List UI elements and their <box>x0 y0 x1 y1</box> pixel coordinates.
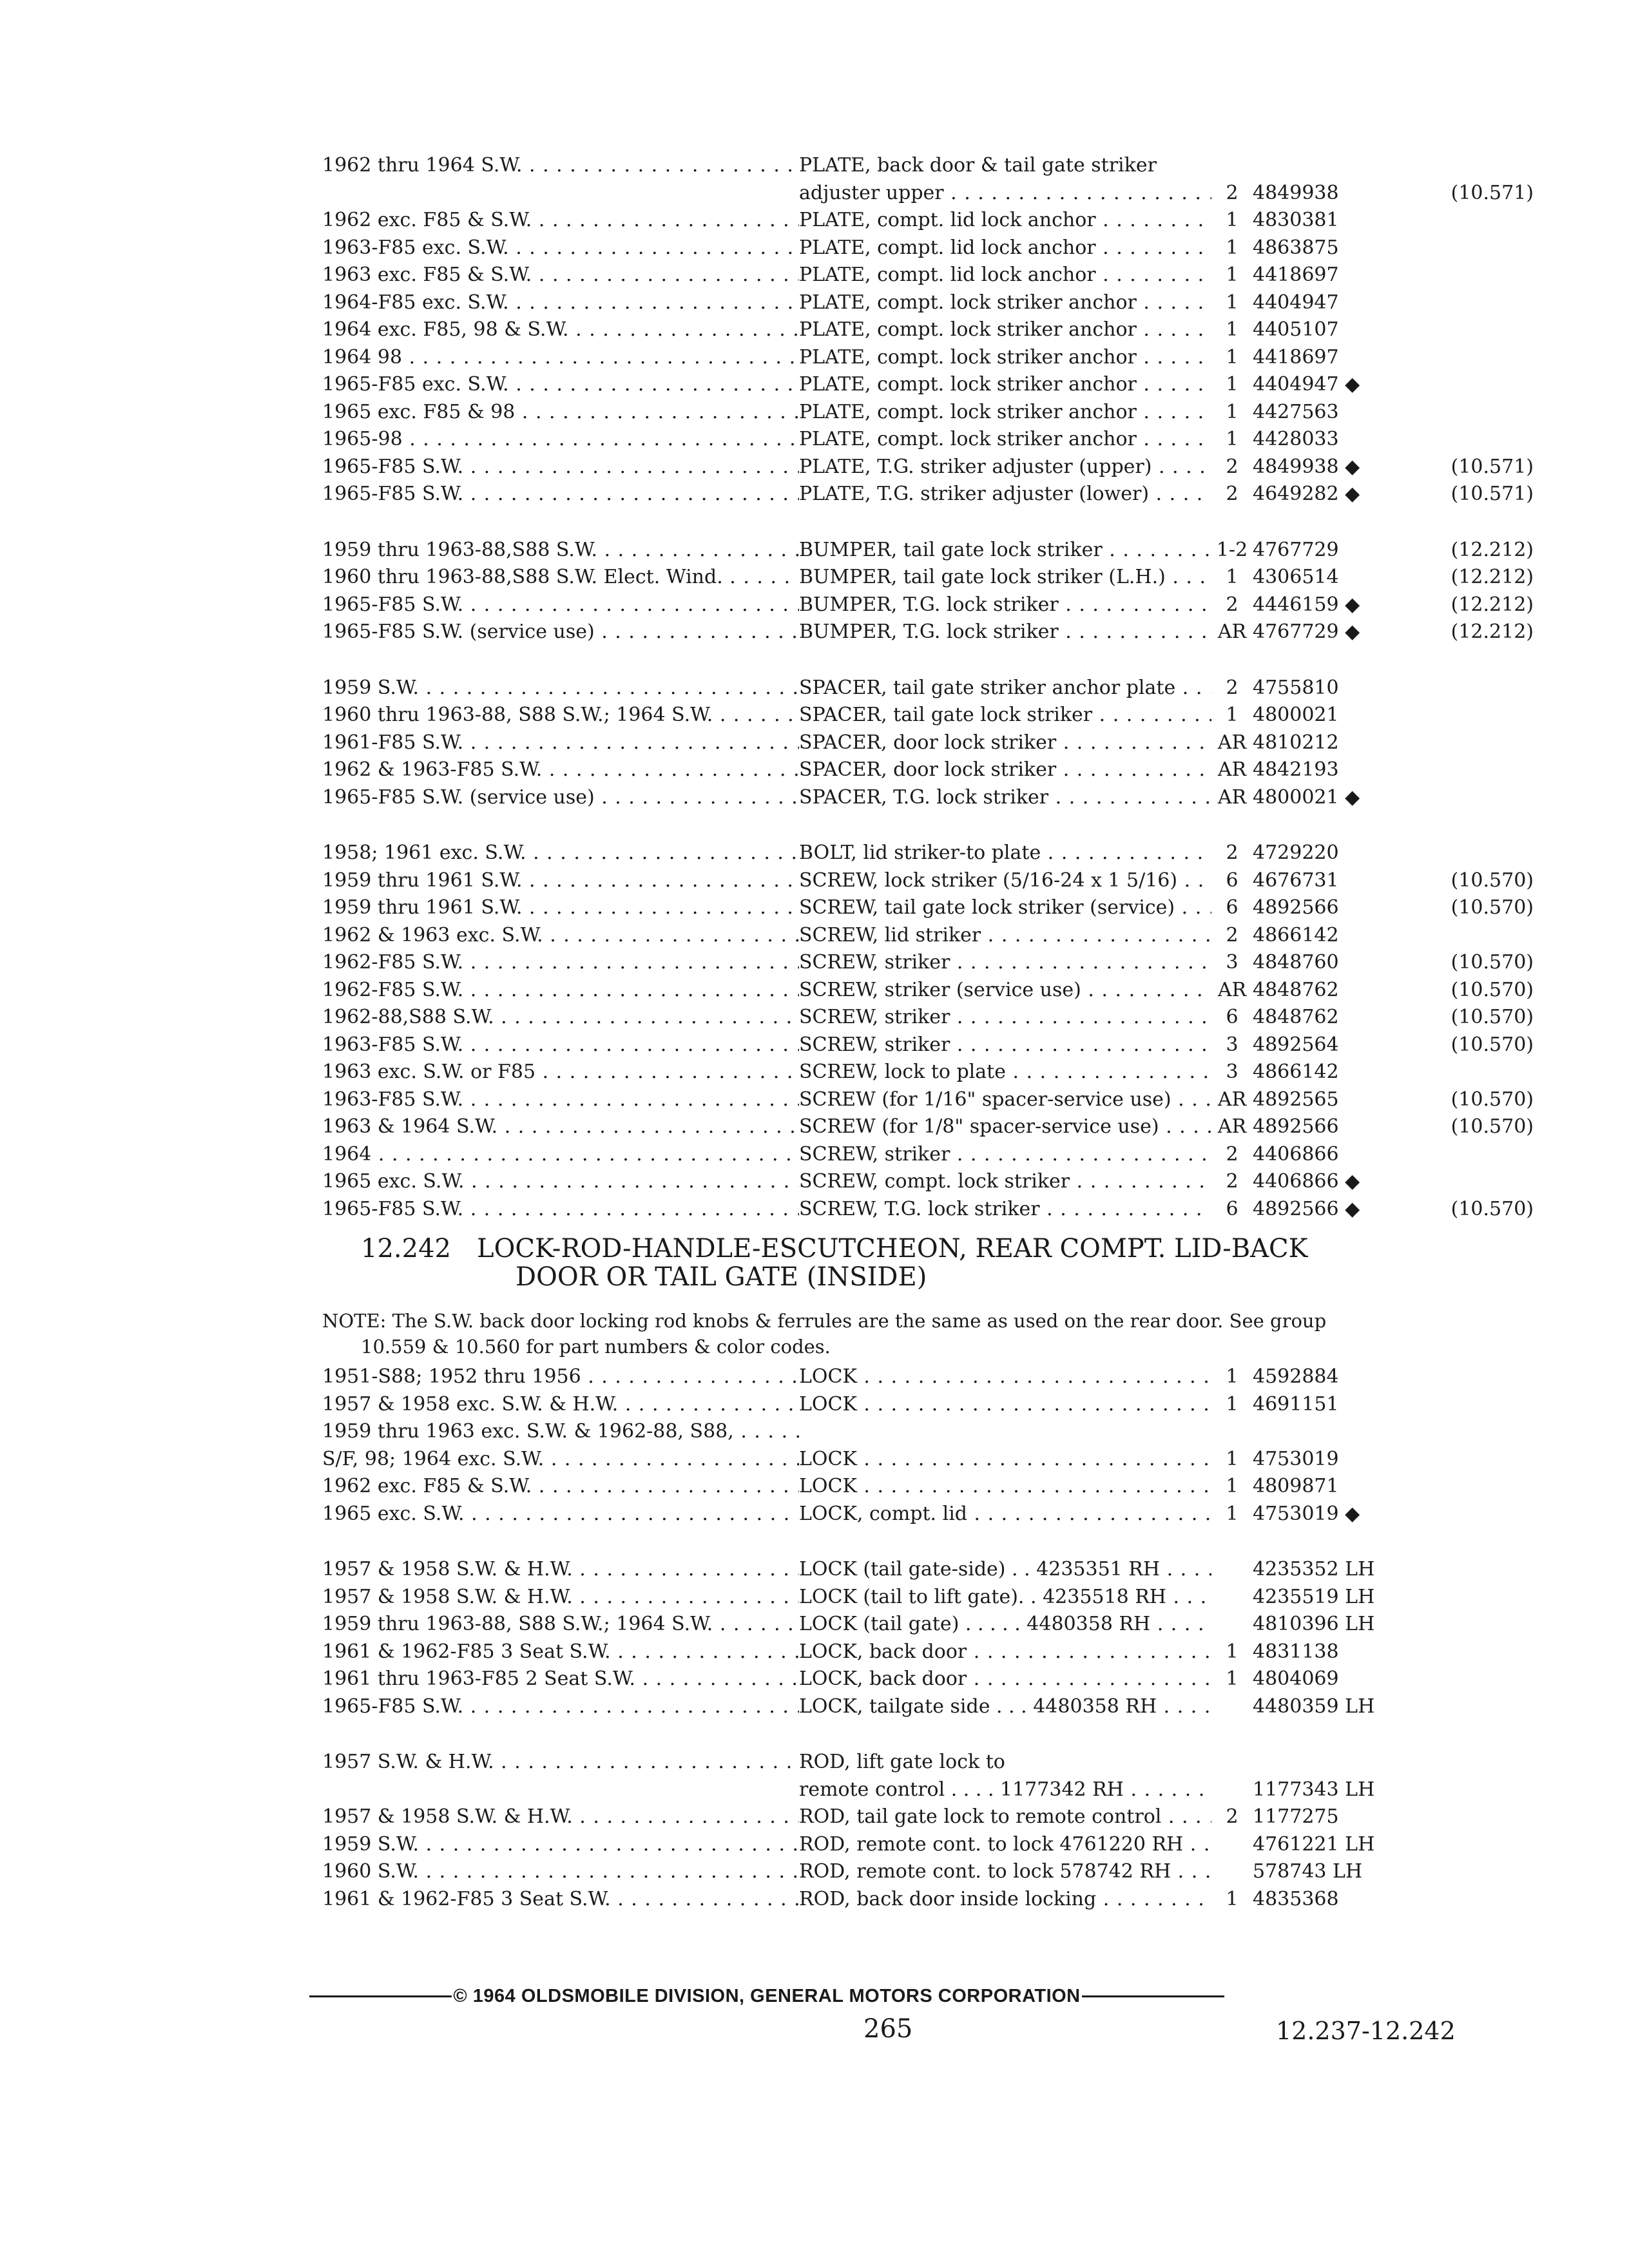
quantity-cell: 1 <box>1226 1392 1239 1416</box>
part-number-cell: 4866142 <box>1253 923 1339 947</box>
part-number-cell: 4592884 <box>1253 1365 1339 1388</box>
part-number-cell: 4404947 <box>1253 291 1339 314</box>
model-cell: 1959 S.W. . . . <box>322 675 799 702</box>
parts-row <box>322 922 1534 950</box>
group-spacer <box>322 811 1534 840</box>
parts-row <box>322 729 1534 757</box>
group-spacer <box>322 646 1534 675</box>
model-cell: 1963-F85 S.W. . . . <box>322 1086 799 1114</box>
quantity-cell: 3 <box>1226 1061 1239 1083</box>
parts-row <box>322 454 1534 481</box>
model-cell: 1959 thru 1963 exc. S.W. & 1962-88, S88, . . . <box>322 1418 799 1446</box>
description-cell: LOCK . . . <box>799 1363 1211 1391</box>
model-cell: 1965-F85 S.W. . . . <box>322 1693 799 1721</box>
parts-row <box>322 289 1534 317</box>
model-cell: 1959 thru 1963-88,S88 S.W. . . . <box>322 537 799 564</box>
parts-row <box>322 1749 1534 1776</box>
part-number-cell: 4848760 <box>1253 951 1339 974</box>
parts-row <box>322 840 1534 867</box>
copyright-notice: © 1964 OLDSMOBILE DIVISION, GENERAL MOTORS CORPORATION <box>453 1986 1081 2006</box>
part-number-cell: 4831138 <box>1253 1640 1339 1663</box>
description-cell: ROD, remote cont. to lock 4761220 RH . . . <box>799 1831 1211 1859</box>
parts-row <box>322 1858 1534 1886</box>
description-cell: BUMPER, T.G. lock striker . . . <box>799 591 1211 619</box>
part-number-cell: 4404947 ◆ <box>1253 373 1360 396</box>
quantity-cell: 1 <box>1226 566 1239 588</box>
quantity-cell: 2 <box>1226 841 1239 864</box>
part-number-cell: 4804069 <box>1253 1667 1339 1690</box>
parts-row <box>322 180 1534 207</box>
parts-row <box>322 1803 1534 1831</box>
reference-cell: (10.571) <box>1451 181 1534 204</box>
part-number-cell: 4809871 <box>1253 1475 1339 1497</box>
parts-row <box>322 344 1534 372</box>
part-number-cell: 4800021 ◆ <box>1253 785 1360 809</box>
description-cell: SCREW, striker (service use) . . . <box>799 977 1211 1004</box>
part-number-cell: 4418697 <box>1253 345 1339 369</box>
model-cell: 1965-F85 exc. S.W. . . . <box>322 371 799 399</box>
quantity-cell: 6 <box>1226 1197 1239 1220</box>
description-cell: SCREW, T.G. lock striker . . . <box>799 1196 1211 1224</box>
description-cell: PLATE, back door & tail gate striker <box>799 154 1157 177</box>
model-cell: 1963 exc. F85 & S.W. . . . <box>322 262 799 289</box>
reference-cell: (10.570) <box>1451 978 1534 1001</box>
model-cell: 1957 & 1958 S.W. & H.W. . . . <box>322 1803 799 1831</box>
part-number-cell: 4729220 <box>1253 841 1339 864</box>
description-cell: LOCK . . . <box>799 1446 1211 1474</box>
description-cell: SCREW, tail gate lock striker (service) . . . <box>799 894 1211 922</box>
parts-row <box>322 235 1534 262</box>
parts-row <box>322 1141 1534 1169</box>
part-number-cell: 4842193 <box>1253 758 1339 781</box>
description-cell: BUMPER, tail gate lock striker . . . <box>799 537 1211 564</box>
part-number-cell: 4892566 <box>1253 896 1339 919</box>
model-cell: 1959 S.W. . . . <box>322 1831 799 1859</box>
note-label: NOTE: <box>322 1310 387 1332</box>
quantity-cell: 6 <box>1226 896 1239 919</box>
parts-row <box>322 1666 1534 1693</box>
parts-row <box>322 1501 1534 1528</box>
model-cell: S/F, 98; 1964 exc. S.W. . . . <box>322 1446 799 1474</box>
parts-row <box>322 426 1534 454</box>
quantity-cell: 1 <box>1226 1502 1239 1525</box>
part-number-cell: 4866142 <box>1253 1061 1339 1083</box>
quantity-cell: AR <box>1217 731 1247 754</box>
parts-row <box>322 262 1534 289</box>
quantity-cell: AR <box>1217 758 1247 781</box>
part-number-cell: 4427563 <box>1253 400 1339 423</box>
part-number-cell: 4835368 <box>1253 1887 1339 1910</box>
part-number-cell: 1177343 LH <box>1253 1778 1375 1801</box>
description-cell: LOCK . . . <box>799 1473 1211 1501</box>
quantity-cell: AR <box>1217 1088 1247 1111</box>
description-cell: LOCK, tailgate side . . . 4480358 RH . . . <box>799 1693 1211 1721</box>
parts-row <box>322 756 1534 784</box>
parts-row <box>322 1059 1534 1086</box>
quantity-cell: AR <box>1217 978 1247 1001</box>
part-number-cell: 4676731 <box>1253 869 1339 892</box>
part-number-cell: 4892564 <box>1253 1033 1339 1056</box>
quantity-cell: 3 <box>1226 951 1239 974</box>
quantity-cell: 1 <box>1226 345 1239 369</box>
model-cell: 1965-F85 S.W. . . . <box>322 481 799 508</box>
parts-row <box>322 537 1534 564</box>
description-cell: SPACER, tail gate lock striker . . . <box>799 702 1211 729</box>
model-cell: 1961 & 1962-F85 3 Seat S.W. . . . <box>322 1639 799 1666</box>
section-title-line2: DOOR OR TAIL GATE (INSIDE) <box>516 1262 927 1292</box>
parts-row <box>322 1168 1534 1196</box>
parts-row <box>322 316 1534 344</box>
group-spacer <box>322 1720 1534 1749</box>
part-number-cell: 4406866 <box>1253 1142 1339 1166</box>
part-number-cell: 4767729 <box>1253 538 1339 561</box>
footer-rule-right <box>1082 1995 1224 1997</box>
quantity-cell: 1 <box>1226 1447 1239 1470</box>
parts-row <box>322 977 1534 1004</box>
model-cell: 1963 & 1964 S.W. . . . <box>322 1113 799 1141</box>
quantity-cell: 1-2 <box>1216 538 1248 561</box>
model-cell: 1965 exc. F85 & 98 . . . <box>322 399 799 427</box>
reference-cell: (12.212) <box>1451 538 1534 561</box>
part-number-cell: 4810396 LH <box>1253 1613 1375 1635</box>
parts-row <box>322 1886 1534 1914</box>
model-cell: 1963-F85 exc. S.W. . . . <box>322 235 799 262</box>
parts-row <box>322 1446 1534 1474</box>
description-cell: PLATE, T.G. striker adjuster (upper) . . . <box>799 454 1211 481</box>
description-cell: PLATE, compt. lock striker anchor . . . <box>799 371 1211 399</box>
parts-row <box>322 702 1534 729</box>
description-cell: LOCK, back door . . . <box>799 1639 1211 1666</box>
model-cell: 1965 exc. S.W. . . . <box>322 1501 799 1528</box>
part-number-cell: 1177275 <box>1253 1805 1339 1828</box>
footer-rule-left <box>309 1995 452 1997</box>
note-line2: 10.559 & 10.560 for part numbers & color codes. <box>361 1336 831 1358</box>
quantity-cell: AR <box>1217 620 1247 643</box>
quantity-cell: 1 <box>1226 1667 1239 1690</box>
description-cell: SCREW, lock striker (5/16-24 x 1 5/16) . . . <box>799 867 1211 895</box>
description-cell: SPACER, door lock striker . . . <box>799 756 1211 784</box>
quantity-cell: 1 <box>1226 1887 1239 1910</box>
model-cell: 1964-F85 exc. S.W. . . . <box>322 289 799 317</box>
description-cell: SCREW, lid striker . . . <box>799 922 1211 950</box>
description-cell: SCREW, striker . . . <box>799 949 1211 977</box>
model-cell: 1964 98 . . . <box>322 344 799 372</box>
group-range: 12.237-12.242 <box>1276 2017 1456 2045</box>
parts-row <box>322 894 1534 922</box>
quantity-cell: 2 <box>1226 483 1239 505</box>
reference-cell: (12.212) <box>1451 566 1534 588</box>
part-number-cell: 4767729 ◆ <box>1253 620 1360 643</box>
quantity-cell: 6 <box>1226 869 1239 892</box>
description-cell: LOCK (tail to lift gate). . 4235518 RH . . . <box>799 1584 1211 1611</box>
model-cell: 1961 & 1962-F85 3 Seat S.W. . . . <box>322 1886 799 1914</box>
parts-row <box>322 1776 1534 1804</box>
parts-row <box>322 867 1534 895</box>
description-cell: adjuster upper . . . <box>799 180 1211 207</box>
note-line1: The S.W. back door locking rod knobs & ferrules are the same as used on the rear door. See group <box>392 1310 1327 1332</box>
reference-cell: (12.212) <box>1451 593 1534 616</box>
part-number-cell: 4418697 <box>1253 264 1339 286</box>
parts-row <box>322 1363 1534 1391</box>
model-cell: 1961-F85 S.W. . . . <box>322 729 799 757</box>
model-cell: 1965-F85 S.W. . . . <box>322 1196 799 1224</box>
model-cell: 1962 thru 1964 S.W. . . . <box>322 152 799 180</box>
part-number-cell: 4235519 LH <box>1253 1585 1375 1608</box>
description-cell: SCREW (for 1/8" spacer-service use) . . . <box>799 1113 1211 1141</box>
quantity-cell: 2 <box>1226 923 1239 947</box>
part-number-cell: 4800021 <box>1253 704 1339 726</box>
parts-row <box>322 619 1534 646</box>
description-cell: SCREW, striker . . . <box>799 1141 1211 1169</box>
parts-row <box>322 1086 1534 1114</box>
quantity-cell: 1 <box>1226 264 1239 286</box>
description-cell: PLATE, compt. lock striker anchor . . . <box>799 426 1211 454</box>
part-number-cell: 4428033 <box>1253 428 1339 450</box>
description-cell: PLATE, compt. lock striker anchor . . . <box>799 289 1211 317</box>
quantity-cell: 2 <box>1226 455 1239 478</box>
parts-row <box>322 1418 1534 1446</box>
reference-cell: (10.570) <box>1451 1033 1534 1056</box>
quantity-cell: 3 <box>1226 1033 1239 1056</box>
part-number-cell: 4849938 <box>1253 181 1339 204</box>
quantity-cell: 2 <box>1226 1805 1239 1828</box>
description-cell: PLATE, compt. lock striker anchor . . . <box>799 399 1211 427</box>
description-cell: PLATE, compt. lid lock anchor . . . <box>799 262 1211 289</box>
description-cell: BUMPER, T.G. lock striker . . . <box>799 619 1211 646</box>
model-cell: 1959 thru 1961 S.W. . . . <box>322 867 799 895</box>
model-cell: 1962-88,S88 S.W. . . . <box>322 1004 799 1032</box>
description-cell: LOCK . . . <box>799 1391 1211 1419</box>
description-cell: SPACER, T.G. lock striker . . . <box>799 784 1211 812</box>
quantity-cell: 1 <box>1226 428 1239 450</box>
quantity-cell: 6 <box>1226 1006 1239 1028</box>
description-cell: PLATE, compt. lid lock anchor . . . <box>799 207 1211 235</box>
parts-row <box>322 1113 1534 1141</box>
model-cell: 1960 thru 1963-88, S88 S.W.; 1964 S.W. . . . <box>322 702 799 729</box>
parts-row <box>322 152 1534 180</box>
reference-cell: (10.570) <box>1451 1197 1534 1220</box>
section-number: 12.242 <box>361 1234 451 1264</box>
part-number-cell: 4830381 <box>1253 209 1339 231</box>
parts-row <box>322 1831 1534 1859</box>
section-title-line1: LOCK-ROD-HANDLE-ESCUTCHEON, REAR COMPT. LID-BACK <box>477 1234 1308 1264</box>
model-cell: 1963-F85 S.W. . . . <box>322 1032 799 1059</box>
part-number-cell: 4892566 <box>1253 1115 1339 1138</box>
parts-row <box>322 591 1534 619</box>
parts-list-upper <box>322 152 1534 1223</box>
model-cell: 1962 & 1963 exc. S.W. . . . <box>322 922 799 950</box>
reference-cell: (12.212) <box>1451 620 1534 643</box>
reference-cell: (10.570) <box>1451 1115 1534 1138</box>
description-cell: PLATE, T.G. striker adjuster (lower) . . . <box>799 481 1211 508</box>
parts-row <box>322 1196 1534 1224</box>
description-cell: LOCK, back door . . . <box>799 1666 1211 1693</box>
part-number-cell: 4446159 ◆ <box>1253 593 1360 616</box>
reference-cell: (10.570) <box>1451 1088 1534 1111</box>
part-number-cell: 4405107 <box>1253 318 1339 341</box>
quantity-cell: 1 <box>1226 1365 1239 1388</box>
model-cell: 1957 S.W. & H.W. . . . <box>322 1749 799 1776</box>
quantity-cell: 2 <box>1226 1142 1239 1166</box>
description-cell: SCREW, striker . . . <box>799 1032 1211 1059</box>
parts-row <box>322 1584 1534 1611</box>
description-cell: PLATE, compt. lock striker anchor . . . <box>799 316 1211 344</box>
quantity-cell: 1 <box>1226 400 1239 423</box>
quantity-cell: AR <box>1217 785 1247 809</box>
part-number-cell: 4753019 ◆ <box>1253 1502 1360 1525</box>
description-cell: SCREW, lock to plate . . . <box>799 1059 1211 1086</box>
parts-row <box>322 371 1534 399</box>
part-number-cell: 4649282 ◆ <box>1253 483 1360 505</box>
parts-catalog-page <box>322 152 1534 1913</box>
description-cell: BOLT, lid striker-to plate . . . <box>799 840 1211 867</box>
model-cell: 1965-F85 S.W. . . . <box>322 591 799 619</box>
part-number-cell: 4406866 ◆ <box>1253 1170 1360 1193</box>
model-cell: 1958; 1961 exc. S.W. . . . <box>322 840 799 867</box>
parts-row <box>322 1473 1534 1501</box>
description-cell: remote control . . . . 1177342 RH . . . <box>799 1776 1211 1804</box>
parts-row <box>322 1032 1534 1059</box>
model-cell: 1964 exc. F85, 98 & S.W. . . . <box>322 316 799 344</box>
part-number-cell: 4863875 <box>1253 236 1339 259</box>
description-cell: PLATE, compt. lock striker anchor . . . <box>799 344 1211 372</box>
model-cell: 1962-F85 S.W. . . . <box>322 977 799 1004</box>
quantity-cell: AR <box>1217 1115 1247 1138</box>
model-cell: 1959 thru 1961 S.W. . . . <box>322 894 799 922</box>
parts-row <box>322 1693 1534 1721</box>
part-number-cell: 4761221 LH <box>1253 1832 1375 1856</box>
model-cell: 1957 & 1958 exc. S.W. & H.W. . . . <box>322 1391 799 1419</box>
quantity-cell: 1 <box>1226 373 1239 396</box>
parts-row <box>322 784 1534 812</box>
model-cell: 1962 exc. F85 & S.W. . . . <box>322 1473 799 1501</box>
part-number-cell: 4306514 <box>1253 566 1339 588</box>
description-cell: SCREW, compt. lock striker . . . <box>799 1168 1211 1196</box>
page-number: 265 <box>863 2014 913 2044</box>
reference-cell: (10.570) <box>1451 869 1534 892</box>
description-cell: ROD, lift gate lock to <box>799 1751 1005 1773</box>
reference-cell: (10.571) <box>1451 483 1534 505</box>
description-cell: LOCK (tail gate) . . . . . 4480358 RH . . . <box>799 1611 1211 1639</box>
group-spacer <box>322 508 1534 537</box>
description-cell: LOCK (tail gate-side) . . 4235351 RH . . . <box>799 1556 1211 1584</box>
part-number-cell: 578743 LH <box>1253 1860 1363 1883</box>
reference-cell: (10.570) <box>1451 896 1534 919</box>
model-cell: 1963 exc. S.W. or F85 . . . <box>322 1059 799 1086</box>
model-cell: 1965-F85 S.W. (service use) . . . <box>322 619 799 646</box>
model-cell: 1965-98 . . . <box>322 426 799 454</box>
parts-row <box>322 1639 1534 1666</box>
reference-cell: (10.571) <box>1451 455 1534 478</box>
part-number-cell: 4480359 LH <box>1253 1695 1375 1718</box>
part-number-cell: 4848762 <box>1253 978 1339 1001</box>
description-cell: BUMPER, tail gate lock striker (L.H.) . . . <box>799 564 1211 591</box>
page-footer <box>309 1986 1224 2007</box>
quantity-cell: 2 <box>1226 676 1239 699</box>
quantity-cell: 2 <box>1226 593 1239 616</box>
quantity-cell: 1 <box>1226 291 1239 314</box>
part-number-cell: 4892566 ◆ <box>1253 1197 1360 1220</box>
model-cell: 1960 thru 1963-88,S88 S.W. Elect. Wind. . . . <box>322 564 799 591</box>
section-note <box>322 1308 1534 1360</box>
model-cell: 1957 & 1958 S.W. & H.W. . . . <box>322 1556 799 1584</box>
parts-row <box>322 564 1534 591</box>
description-cell: LOCK, compt. lid . . . <box>799 1501 1211 1528</box>
reference-cell: (10.570) <box>1451 1006 1534 1028</box>
part-number-cell: 4235352 LH <box>1253 1558 1375 1581</box>
quantity-cell: 1 <box>1226 236 1239 259</box>
description-cell: SCREW, striker . . . <box>799 1004 1211 1032</box>
description-cell: ROD, remote cont. to lock 578742 RH . . . <box>799 1858 1211 1886</box>
model-cell: 1960 S.W. . . . <box>322 1858 799 1886</box>
reference-cell: (10.570) <box>1451 951 1534 974</box>
model-cell: 1964 . . . <box>322 1141 799 1169</box>
part-number-cell: 4892565 <box>1253 1088 1339 1111</box>
parts-row <box>322 1556 1534 1584</box>
model-cell: 1959 thru 1963-88, S88 S.W.; 1964 S.W. . . . <box>322 1611 799 1639</box>
quantity-cell: 1 <box>1226 1475 1239 1497</box>
parts-row <box>322 481 1534 508</box>
model-cell: 1962 & 1963-F85 S.W. . . . <box>322 756 799 784</box>
model-cell: 1962 exc. F85 & S.W. . . . <box>322 207 799 235</box>
model-cell: 1965-F85 S.W. . . . <box>322 454 799 481</box>
model-cell: 1965 exc. S.W. . . . <box>322 1168 799 1196</box>
description-cell: PLATE, compt. lid lock anchor . . . <box>799 235 1211 262</box>
part-number-cell: 4691151 <box>1253 1392 1339 1416</box>
quantity-cell: 2 <box>1226 181 1239 204</box>
part-number-cell: 4753019 <box>1253 1447 1339 1470</box>
model-cell: 1965-F85 S.W. (service use) . . . <box>322 784 799 812</box>
model-cell: 1951-S88; 1952 thru 1956 . . . <box>322 1363 799 1391</box>
part-number-cell: 4810212 <box>1253 731 1339 754</box>
parts-row <box>322 1391 1534 1419</box>
parts-row <box>322 1004 1534 1032</box>
description-cell: SPACER, door lock striker . . . <box>799 729 1211 757</box>
description-cell: SPACER, tail gate striker anchor plate . . . <box>799 675 1211 702</box>
description-cell: ROD, tail gate lock to remote control . . . <box>799 1803 1211 1831</box>
group-spacer <box>322 1528 1534 1556</box>
part-number-cell: 4848762 <box>1253 1006 1339 1028</box>
parts-row <box>322 949 1534 977</box>
quantity-cell: 1 <box>1226 704 1239 726</box>
parts-list-lower <box>322 1363 1534 1913</box>
description-cell: SCREW (for 1/16" spacer-service use) . . . <box>799 1086 1211 1114</box>
parts-row <box>322 399 1534 427</box>
model-cell: 1961 thru 1963-F85 2 Seat S.W. . . . <box>322 1666 799 1693</box>
section-heading <box>361 1235 1534 1291</box>
quantity-cell: 1 <box>1226 1640 1239 1663</box>
part-number-cell: 4849938 ◆ <box>1253 455 1360 478</box>
quantity-cell: 2 <box>1226 1170 1239 1193</box>
part-number-cell: 4755810 <box>1253 676 1339 699</box>
model-cell: 1962-F85 S.W. . . . <box>322 949 799 977</box>
parts-row <box>322 1611 1534 1639</box>
description-cell: ROD, back door inside locking . . . <box>799 1886 1211 1914</box>
parts-row <box>322 675 1534 702</box>
quantity-cell: 1 <box>1226 318 1239 341</box>
model-cell: 1957 & 1958 S.W. & H.W. . . . <box>322 1584 799 1611</box>
parts-row <box>322 207 1534 235</box>
quantity-cell: 1 <box>1226 209 1239 231</box>
